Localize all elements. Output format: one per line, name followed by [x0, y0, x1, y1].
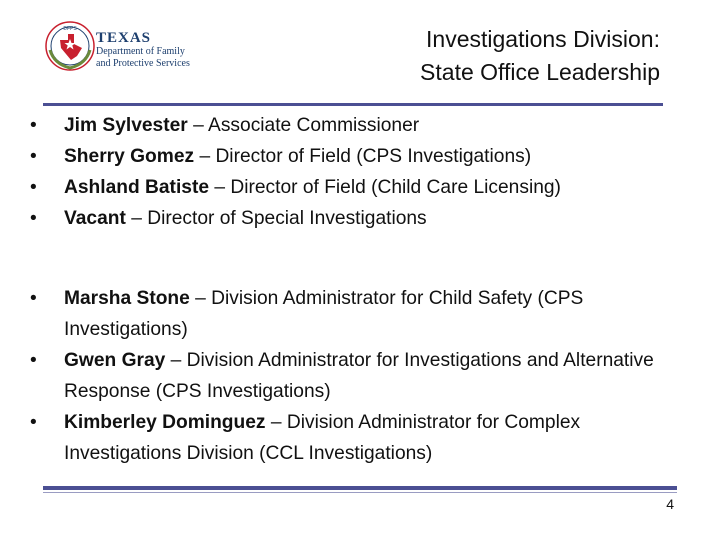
bullet-icon: • [30, 350, 37, 371]
list-item [28, 203, 668, 234]
person-role: – Division Administrator for Child Safety (CPS Investigations) [64, 288, 584, 340]
person-role: – Director of Field (Child Care Licensing) [214, 177, 561, 198]
page-number: 4 [666, 496, 674, 512]
texas-seal-icon [44, 20, 96, 72]
person-name: Ashland Batiste [64, 177, 210, 198]
person-role: – Director of Special Investigations [131, 208, 427, 229]
bullet-icon: • [30, 288, 37, 309]
administrators-list [28, 283, 668, 469]
list-item [28, 345, 668, 407]
logo-texas: TEXAS [96, 30, 152, 46]
page-title [420, 23, 660, 89]
leadership-list [28, 110, 668, 234]
logo-line-2: and Protective Services [96, 58, 190, 69]
person-name: Vacant [64, 208, 126, 229]
list-item [28, 407, 668, 469]
person-role: – Division Administrator for Investigations and Alternative Response (CPS Investigations) [64, 350, 654, 402]
bullet-icon: • [30, 412, 37, 433]
dfps-logo [44, 20, 234, 88]
title-line-1: Investigations Division: [426, 26, 660, 52]
person-name: Jim Sylvester [64, 115, 188, 136]
list-item [28, 283, 668, 345]
logo-line-1: Department of Family [96, 46, 185, 57]
person-name: Marsha Stone [64, 288, 190, 309]
list-item [28, 141, 668, 172]
person-name: Gwen Gray [64, 350, 166, 371]
person-role: – Director of Field (CPS Investigations) [199, 146, 532, 167]
logo-wordmark [96, 30, 190, 70]
bullet-icon: • [30, 208, 37, 229]
person-name: Kimberley Dominguez [64, 412, 266, 433]
seal-badge-text: DFPS [63, 26, 77, 32]
person-name: Sherry Gomez [64, 146, 195, 167]
bottom-divider-thin [43, 492, 677, 493]
title-line-2: State Office Leadership [420, 59, 660, 85]
top-divider [43, 103, 663, 106]
bottom-divider [43, 486, 677, 490]
person-role: – Division Administrator for Complex Investigations Division (CCL Investigations) [64, 412, 581, 464]
list-item [28, 110, 668, 141]
bullet-icon: • [30, 146, 37, 167]
list-item [28, 172, 668, 203]
bullet-icon: • [30, 115, 37, 136]
bullet-icon: • [30, 177, 37, 198]
person-role: – Associate Commissioner [193, 115, 420, 136]
